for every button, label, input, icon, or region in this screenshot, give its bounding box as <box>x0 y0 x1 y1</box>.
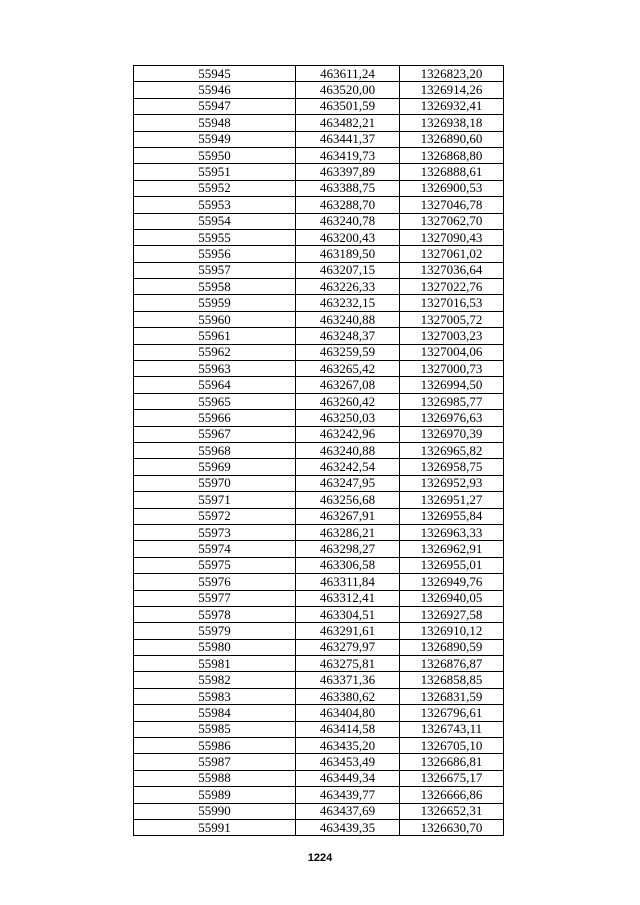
x-coordinate-cell: 463207,15 <box>296 262 400 278</box>
table-row <box>134 410 504 426</box>
table-row <box>134 197 504 213</box>
x-coordinate-cell: 463260,42 <box>296 393 400 409</box>
y-coordinate-cell: 1327036,64 <box>400 262 504 278</box>
point-number-cell: 55954 <box>134 213 296 229</box>
table-row <box>134 295 504 311</box>
x-coordinate-cell: 463267,08 <box>296 377 400 393</box>
point-number-cell: 55973 <box>134 524 296 540</box>
table-row <box>134 229 504 245</box>
y-coordinate-cell: 1326951,27 <box>400 492 504 508</box>
table-row <box>134 803 504 819</box>
table-row <box>134 623 504 639</box>
y-coordinate-cell: 1326958,75 <box>400 459 504 475</box>
table-row <box>134 639 504 655</box>
point-number-cell: 55951 <box>134 164 296 180</box>
table-row <box>134 590 504 606</box>
y-coordinate-cell: 1326686,81 <box>400 754 504 770</box>
table-row <box>134 262 504 278</box>
point-number-cell: 55988 <box>134 770 296 786</box>
table-row <box>134 672 504 688</box>
y-coordinate-cell: 1326900,53 <box>400 180 504 196</box>
x-coordinate-cell: 463200,43 <box>296 229 400 245</box>
table-row <box>134 246 504 262</box>
table-row <box>134 787 504 803</box>
table-row <box>134 738 504 754</box>
table-row <box>134 819 504 835</box>
point-number-cell: 55963 <box>134 361 296 377</box>
point-number-cell: 55965 <box>134 393 296 409</box>
point-number-cell: 55962 <box>134 344 296 360</box>
table-row <box>134 541 504 557</box>
table-row <box>134 459 504 475</box>
table-row <box>134 656 504 672</box>
point-number-cell: 55986 <box>134 738 296 754</box>
table-row <box>134 98 504 114</box>
y-coordinate-cell: 1326823,20 <box>400 66 504 82</box>
x-coordinate-cell: 463232,15 <box>296 295 400 311</box>
point-number-cell: 55979 <box>134 623 296 639</box>
point-number-cell: 55978 <box>134 606 296 622</box>
x-coordinate-cell: 463291,61 <box>296 623 400 639</box>
point-number-cell: 55977 <box>134 590 296 606</box>
y-coordinate-cell: 1327090,43 <box>400 229 504 245</box>
y-coordinate-cell: 1326666,86 <box>400 787 504 803</box>
point-number-cell: 55987 <box>134 754 296 770</box>
table-row <box>134 82 504 98</box>
x-coordinate-cell: 463437,69 <box>296 803 400 819</box>
x-coordinate-cell: 463240,88 <box>296 442 400 458</box>
x-coordinate-cell: 463388,75 <box>296 180 400 196</box>
x-coordinate-cell: 463247,95 <box>296 475 400 491</box>
y-coordinate-cell: 1327000,73 <box>400 361 504 377</box>
x-coordinate-cell: 463275,81 <box>296 656 400 672</box>
point-number-cell: 55975 <box>134 557 296 573</box>
y-coordinate-cell: 1326976,63 <box>400 410 504 426</box>
point-number-cell: 55972 <box>134 508 296 524</box>
x-coordinate-cell: 463371,36 <box>296 672 400 688</box>
y-coordinate-cell: 1326963,33 <box>400 524 504 540</box>
x-coordinate-cell: 463248,37 <box>296 328 400 344</box>
y-coordinate-cell: 1326705,10 <box>400 738 504 754</box>
x-coordinate-cell: 463189,50 <box>296 246 400 262</box>
table-row <box>134 754 504 770</box>
table-row <box>134 557 504 573</box>
x-coordinate-cell: 463240,78 <box>296 213 400 229</box>
x-coordinate-cell: 463256,68 <box>296 492 400 508</box>
x-coordinate-cell: 463439,77 <box>296 787 400 803</box>
point-number-cell: 55981 <box>134 656 296 672</box>
table-row <box>134 475 504 491</box>
point-number-cell: 55968 <box>134 442 296 458</box>
point-number-cell: 55946 <box>134 82 296 98</box>
table-row <box>134 426 504 442</box>
point-number-cell: 55959 <box>134 295 296 311</box>
y-coordinate-cell: 1327016,53 <box>400 295 504 311</box>
table-row <box>134 279 504 295</box>
x-coordinate-cell: 463453,49 <box>296 754 400 770</box>
y-coordinate-cell: 1326675,17 <box>400 770 504 786</box>
y-coordinate-cell: 1326858,85 <box>400 672 504 688</box>
y-coordinate-cell: 1326888,61 <box>400 164 504 180</box>
x-coordinate-cell: 463397,89 <box>296 164 400 180</box>
y-coordinate-cell: 1326932,41 <box>400 98 504 114</box>
table-row <box>134 705 504 721</box>
coordinates-table <box>133 65 504 836</box>
x-coordinate-cell: 463404,80 <box>296 705 400 721</box>
x-coordinate-cell: 463520,00 <box>296 82 400 98</box>
point-number-cell: 55961 <box>134 328 296 344</box>
x-coordinate-cell: 463242,54 <box>296 459 400 475</box>
x-coordinate-cell: 463242,96 <box>296 426 400 442</box>
point-number-cell: 55969 <box>134 459 296 475</box>
y-coordinate-cell: 1326876,87 <box>400 656 504 672</box>
y-coordinate-cell: 1326831,59 <box>400 688 504 704</box>
x-coordinate-cell: 463482,21 <box>296 115 400 131</box>
point-number-cell: 55971 <box>134 492 296 508</box>
point-number-cell: 55953 <box>134 197 296 213</box>
point-number-cell: 55950 <box>134 147 296 163</box>
x-coordinate-cell: 463288,70 <box>296 197 400 213</box>
x-coordinate-cell: 463312,41 <box>296 590 400 606</box>
y-coordinate-cell: 1326890,60 <box>400 131 504 147</box>
x-coordinate-cell: 463441,37 <box>296 131 400 147</box>
point-number-cell: 55967 <box>134 426 296 442</box>
table-row <box>134 688 504 704</box>
table-row <box>134 180 504 196</box>
point-number-cell: 55984 <box>134 705 296 721</box>
y-coordinate-cell: 1327061,02 <box>400 246 504 262</box>
table-row <box>134 66 504 82</box>
point-number-cell: 55957 <box>134 262 296 278</box>
point-number-cell: 55974 <box>134 541 296 557</box>
y-coordinate-cell: 1326630,70 <box>400 819 504 835</box>
x-coordinate-cell: 463414,58 <box>296 721 400 737</box>
y-coordinate-cell: 1326743,11 <box>400 721 504 737</box>
x-coordinate-cell: 463439,35 <box>296 819 400 835</box>
y-coordinate-cell: 1327062,70 <box>400 213 504 229</box>
x-coordinate-cell: 463286,21 <box>296 524 400 540</box>
table-row <box>134 377 504 393</box>
y-coordinate-cell: 1327046,78 <box>400 197 504 213</box>
point-number-cell: 55966 <box>134 410 296 426</box>
y-coordinate-cell: 1327005,72 <box>400 311 504 327</box>
point-number-cell: 55985 <box>134 721 296 737</box>
x-coordinate-cell: 463419,73 <box>296 147 400 163</box>
y-coordinate-cell: 1326955,01 <box>400 557 504 573</box>
y-coordinate-cell: 1326938,18 <box>400 115 504 131</box>
table-row <box>134 492 504 508</box>
x-coordinate-cell: 463435,20 <box>296 738 400 754</box>
y-coordinate-cell: 1326952,93 <box>400 475 504 491</box>
point-number-cell: 55989 <box>134 787 296 803</box>
point-number-cell: 55956 <box>134 246 296 262</box>
point-number-cell: 55952 <box>134 180 296 196</box>
x-coordinate-cell: 463304,51 <box>296 606 400 622</box>
y-coordinate-cell: 1326994,50 <box>400 377 504 393</box>
table-row <box>134 344 504 360</box>
table-row <box>134 524 504 540</box>
x-coordinate-cell: 463298,27 <box>296 541 400 557</box>
point-number-cell: 55958 <box>134 279 296 295</box>
table-row <box>134 131 504 147</box>
x-coordinate-cell: 463265,42 <box>296 361 400 377</box>
table-row <box>134 606 504 622</box>
point-number-cell: 55976 <box>134 574 296 590</box>
y-coordinate-cell: 1326914,26 <box>400 82 504 98</box>
table-row <box>134 328 504 344</box>
table-row <box>134 442 504 458</box>
table-row <box>134 770 504 786</box>
y-coordinate-cell: 1327004,06 <box>400 344 504 360</box>
table-row <box>134 164 504 180</box>
y-coordinate-cell: 1326940,05 <box>400 590 504 606</box>
y-coordinate-cell: 1327022,76 <box>400 279 504 295</box>
x-coordinate-cell: 463306,58 <box>296 557 400 573</box>
x-coordinate-cell: 463250,03 <box>296 410 400 426</box>
table-row <box>134 393 504 409</box>
y-coordinate-cell: 1326927,58 <box>400 606 504 622</box>
y-coordinate-cell: 1326955,84 <box>400 508 504 524</box>
point-number-cell: 55960 <box>134 311 296 327</box>
table-row <box>134 721 504 737</box>
y-coordinate-cell: 1326652,31 <box>400 803 504 819</box>
point-number-cell: 55955 <box>134 229 296 245</box>
y-coordinate-cell: 1326965,82 <box>400 442 504 458</box>
point-number-cell: 55990 <box>134 803 296 819</box>
table-row <box>134 147 504 163</box>
x-coordinate-cell: 463449,34 <box>296 770 400 786</box>
point-number-cell: 55949 <box>134 131 296 147</box>
y-coordinate-cell: 1326985,77 <box>400 393 504 409</box>
y-coordinate-cell: 1326890,59 <box>400 639 504 655</box>
table-row <box>134 574 504 590</box>
coordinates-table-body <box>134 66 504 836</box>
x-coordinate-cell: 463240,88 <box>296 311 400 327</box>
x-coordinate-cell: 463279,97 <box>296 639 400 655</box>
y-coordinate-cell: 1326970,39 <box>400 426 504 442</box>
y-coordinate-cell: 1326910,12 <box>400 623 504 639</box>
table-row <box>134 361 504 377</box>
point-number-cell: 55983 <box>134 688 296 704</box>
x-coordinate-cell: 463267,91 <box>296 508 400 524</box>
x-coordinate-cell: 463380,62 <box>296 688 400 704</box>
table-row <box>134 213 504 229</box>
point-number-cell: 55948 <box>134 115 296 131</box>
point-number-cell: 55991 <box>134 819 296 835</box>
y-coordinate-cell: 1326796,61 <box>400 705 504 721</box>
point-number-cell: 55982 <box>134 672 296 688</box>
point-number-cell: 55980 <box>134 639 296 655</box>
point-number-cell: 55945 <box>134 66 296 82</box>
y-coordinate-cell: 1326868,80 <box>400 147 504 163</box>
point-number-cell: 55947 <box>134 98 296 114</box>
point-number-cell: 55970 <box>134 475 296 491</box>
table-row <box>134 311 504 327</box>
y-coordinate-cell: 1327003,23 <box>400 328 504 344</box>
table-row <box>134 508 504 524</box>
x-coordinate-cell: 463311,84 <box>296 574 400 590</box>
point-number-cell: 55964 <box>134 377 296 393</box>
x-coordinate-cell: 463611,24 <box>296 66 400 82</box>
y-coordinate-cell: 1326949,76 <box>400 574 504 590</box>
x-coordinate-cell: 463501,59 <box>296 98 400 114</box>
y-coordinate-cell: 1326962,91 <box>400 541 504 557</box>
page-number: 1224 <box>307 852 333 864</box>
x-coordinate-cell: 463226,33 <box>296 279 400 295</box>
x-coordinate-cell: 463259,59 <box>296 344 400 360</box>
table-row <box>134 115 504 131</box>
